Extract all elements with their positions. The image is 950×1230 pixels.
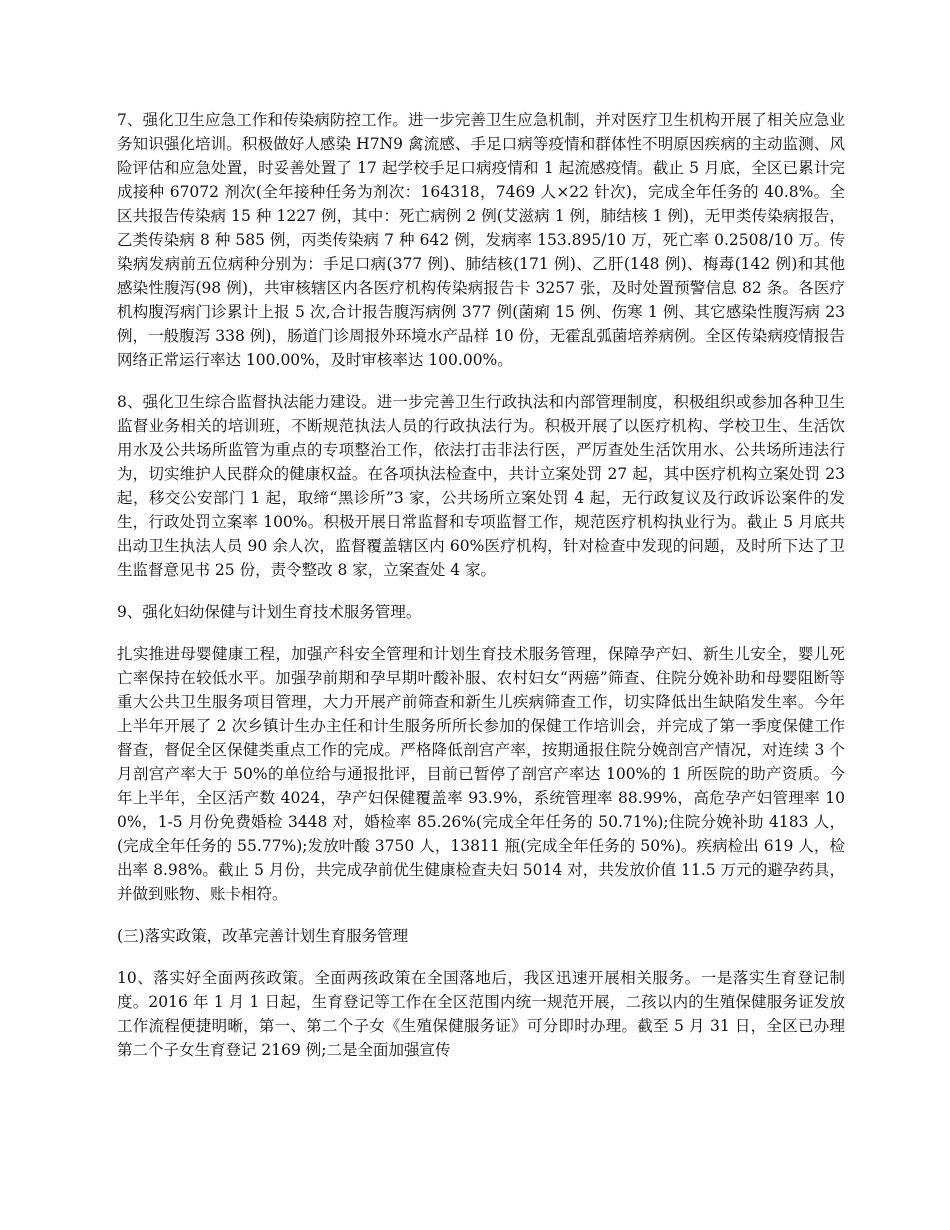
document-page [117, 108, 845, 1080]
paragraph-infectious-disease-control: 7、强化卫生应急工作和传染病防控工作。进一步完善卫生应急机制，并对医疗卫生机构开展了相关应急业务知识强化培训。积极做好人感染 H7N9 禽流感、手足口病等疫情和群体性不明原因疾病的主动监测、风险评估和应急处置，时妥善处置了 17 起学校手足口病疫情和 1 起流感疫情。截止 5 月底，全区已累计完成接种 67072 剂次(全年接种任务为剂次：164318，7469 人×22 针次)，完成全年任务的 40.8%。全区共报告传染病 15 种 1227 例，其中：死亡病例 2 例(艾滋病 1 例，肺结核 1 例)，无甲类传染病报告，乙类传染病 8 种 585 例，丙类传染病 7 种 642 例，发病率 153.895/10 万，死亡率 0.2508/10 万。传染病发病前五位病种分别为：手足口病(377 例)、肺结核(171 例)、乙肝(148 例)、梅毒(142 例)和其他感染性腹泻(98 例)，共审核辖区内各医疗机构传染病报告卡 3257 张，及时处置预警信息 82 条。各医疗机构腹泻病门诊累计上报 5 次,合计报告腹泻病例 377 例(菌痢 15 例、伤寒 1 例、其它感染性腹泻病 23 例，一般腹泻 338 例)，肠道门诊周报外环境水产品样 10 份，无霍乱弧菌培养病例。全区传染病疫情报告网络正常运行率达 100.00%，及时审核率达 100.00%。 [117, 111, 845, 369]
paragraph-maternal-child-heading: 9、强化妇幼保健与计划生育技术服务管理。 [117, 603, 422, 621]
paragraph-maternal-child-health: 扎实推进母婴健康工程，加强产科安全管理和计划生育技术服务管理，保障孕产妇、新生儿安全，婴儿死亡率保持在较低水平。加强孕前期和孕早期叶酸补服、农村妇女“两癌”筛查、住院分娩补助和母婴阻断等重大公共卫生服务项目管理，大力开展产前筛查和新生儿疾病筛查工作，切实降低出生缺陷发生率。今年上半年开展了 2 次乡镇计生办主任和计生服务所所长参加的保健工作培训会，并完成了第一季度保健工作督查，督促全区保健类重点工作的完成。严格降低剖宫产率，按期通报住院分娩剖宫产情况，对连续 3 个月剖宫产率大于 50%的单位给与通报批评，目前已暂停了剖宫产率达 100%的 1 所医院的助产资质。今年上半年，全区活产数 4024，孕产妇保健覆盖率 93.9%，系统管理率 88.99%，高危孕产妇管理率 100%，1-5 月份免费婚检 3448 对，婚检率 85.26%(完成全年任务的 50.71%);住院分娩补助 4183 人，(完成全年任务的 55.77%);发放叶酸 3750 人，13811 瓶(完成全年任务的 50%)。疾病检出 619 人，检出率 8.98%。截止 5 月份，共完成孕前优生健康检查夫妇 5014 对，共发放价值 11.5 万元的避孕药具，并做到账物、账卡相符。 [117, 645, 845, 903]
section-heading-family-planning: (三)落实政策，改革完善计划生育服务管理 [117, 927, 409, 945]
paragraph-health-supervision: 8、强化卫生综合监督执法能力建设。进一步完善卫生行政执法和内部管理制度，积极组织或参加各种卫生监督业务相关的培训班，不断规范执法人员的行政执法行为。积极开展了以医疗机构、学校卫生、生活饮用水及公共场所监管为重点的专项整治工作，依法打击非法行医，严厉查处生活饮用水、公共场所违法行为，切实维护人民群众的健康权益。在各项执法检查中，共计立案处罚 27 起，其中医疗机构立案处罚 23 起，移交公安部门 1 起，取缔“黑诊所”3 家，公共场所立案处罚 4 起，无行政复议及行政诉讼案件的发生，行政处罚立案率 100%。积极开展日常监督和专项监督工作，规范医疗机构执业行为。截止 5 月底共出动卫生执法人员 90 余人次，监督覆盖辖区内 60%医疗机构，针对检查中发现的问题，及时所下达了卫生监督意见书 25 份，责令整改 8 家，立案查处 4 家。 [117, 393, 845, 579]
paragraph-two-child-policy: 10、落实好全面两孩政策。全面两孩政策在全国落地后，我区迅速开展相关服务。一是落实生育登记制度。2016 年 1 月 1 日起，生育登记等工作在全区范围内统一规范开展，二孩以内的生殖保健服务证发放工作流程便捷明晰，第一、第二个子女《生殖保健服务证》可分即时办理。截至 5 月 31 日，全区已办理第二个子女生育登记 2169 例;二是全面加强宣传 [117, 969, 845, 1059]
